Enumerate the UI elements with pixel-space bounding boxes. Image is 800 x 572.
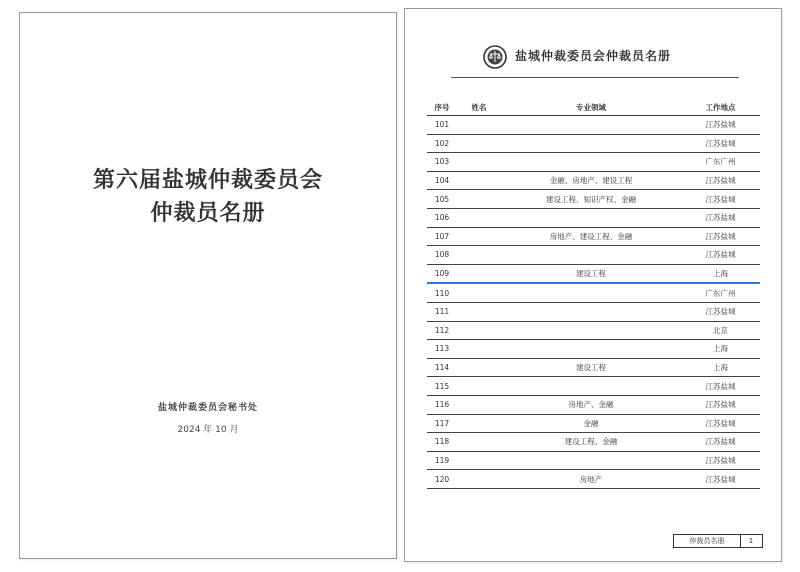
cell-number: 106	[427, 208, 457, 227]
table-row	[427, 190, 760, 209]
table-row	[427, 153, 760, 172]
cell-name	[457, 134, 501, 153]
cell-specialty	[501, 208, 681, 227]
cell-number: 117	[427, 414, 457, 433]
table-row	[427, 208, 760, 227]
cell-name	[457, 208, 501, 227]
cell-name	[457, 451, 501, 470]
cell-location: 江苏盐城	[681, 246, 760, 265]
page-number: 1	[748, 537, 754, 545]
table-row	[427, 377, 760, 396]
cell-specialty: 建设工程	[501, 264, 681, 283]
cell-specialty	[501, 153, 681, 172]
cell-specialty	[501, 283, 681, 302]
table-row	[427, 395, 760, 414]
page-footer	[673, 534, 763, 548]
cell-specialty: 金融	[501, 414, 681, 433]
header-number: 序号	[427, 99, 457, 116]
cell-location: 广东广州	[681, 153, 760, 172]
cell-number: 119	[427, 451, 457, 470]
cell-location: 江苏盐城	[681, 451, 760, 470]
cell-name	[457, 116, 501, 135]
cell-name	[457, 153, 501, 172]
table-row	[427, 264, 760, 283]
cell-location: 江苏盐城	[681, 171, 760, 190]
cell-location: 北京	[681, 321, 760, 340]
cell-number: 114	[427, 358, 457, 377]
cell-location: 江苏盐城	[681, 414, 760, 433]
header-name: 姓名	[457, 99, 501, 116]
cell-location: 上海	[681, 264, 760, 283]
header-specialty: 专业领域	[501, 99, 681, 116]
arbitration-emblem-icon	[483, 45, 507, 69]
arbitrator-table	[427, 99, 760, 489]
table-row	[427, 116, 760, 135]
cell-specialty: 房地产、金融	[501, 395, 681, 414]
cell-number: 102	[427, 134, 457, 153]
cell-number: 111	[427, 302, 457, 321]
cell-location: 上海	[681, 358, 760, 377]
table-row	[427, 358, 760, 377]
cover-page	[19, 12, 397, 559]
cell-specialty	[501, 451, 681, 470]
table-row	[427, 451, 760, 470]
cell-specialty: 房地产	[501, 470, 681, 489]
cell-location: 广东广州	[681, 283, 760, 302]
cell-name	[457, 433, 501, 452]
cell-specialty	[501, 321, 681, 340]
cell-location: 江苏盐城	[681, 208, 760, 227]
cell-specialty	[501, 116, 681, 135]
cell-specialty	[501, 340, 681, 359]
table-row	[427, 321, 760, 340]
table-row	[427, 302, 760, 321]
header-location: 工作地点	[681, 99, 760, 116]
cell-location: 江苏盐城	[681, 302, 760, 321]
cell-name	[457, 414, 501, 433]
cell-specialty	[501, 134, 681, 153]
cell-number: 112	[427, 321, 457, 340]
cell-specialty: 房地产、建设工程、金融	[501, 227, 681, 246]
cell-name	[457, 470, 501, 489]
table-body	[427, 116, 760, 489]
cell-specialty	[501, 377, 681, 396]
cell-location: 江苏盐城	[681, 470, 760, 489]
table-row	[427, 414, 760, 433]
table-row	[427, 470, 760, 489]
cell-number: 118	[427, 433, 457, 452]
cover-title-line-1: 第六届盐城仲裁委员会	[92, 168, 323, 193]
cover-title-line-2: 仲裁员名册	[150, 201, 266, 226]
cell-specialty: 建设工程	[501, 358, 681, 377]
cell-number: 110	[427, 283, 457, 302]
cell-number: 108	[427, 246, 457, 265]
cell-number: 103	[427, 153, 457, 172]
cell-location: 江苏盐城	[681, 395, 760, 414]
cell-name	[457, 302, 501, 321]
cell-number: 116	[427, 395, 457, 414]
cell-location: 江苏盐城	[681, 116, 760, 135]
cell-number: 120	[427, 470, 457, 489]
cell-number: 113	[427, 340, 457, 359]
cell-name	[457, 283, 501, 302]
table-row	[427, 283, 760, 302]
cell-name	[457, 190, 501, 209]
cell-name	[457, 171, 501, 190]
cell-number: 107	[427, 227, 457, 246]
cell-location: 江苏盐城	[681, 134, 760, 153]
cell-specialty: 金融、房地产、建设工程	[501, 171, 681, 190]
cell-name	[457, 321, 501, 340]
cell-name	[457, 377, 501, 396]
table-row	[427, 171, 760, 190]
cell-specialty: 建设工程、知识产权、金融	[501, 190, 681, 209]
cell-name	[457, 264, 501, 283]
cell-name	[457, 358, 501, 377]
cell-location: 江苏盐城	[681, 227, 760, 246]
cell-specialty: 建设工程、金融	[501, 433, 681, 452]
cell-name	[457, 395, 501, 414]
cell-location: 江苏盐城	[681, 190, 760, 209]
cell-number: 105	[427, 190, 457, 209]
table-row	[427, 433, 760, 452]
cell-number: 101	[427, 116, 457, 135]
title-divider	[451, 77, 739, 78]
footer-label: 仲裁员名册	[674, 535, 741, 547]
table-header-row	[427, 99, 760, 116]
cell-specialty	[501, 246, 681, 265]
table-row	[427, 227, 760, 246]
roster-page	[404, 8, 782, 562]
cell-number: 104	[427, 171, 457, 190]
cell-location: 江苏盐城	[681, 433, 760, 452]
cell-specialty	[501, 302, 681, 321]
cover-issuer: 盐城仲裁委员会秘书处	[157, 403, 258, 413]
cell-number: 109	[427, 264, 457, 283]
cover-date: 2024 年 10 月	[177, 425, 239, 435]
roster-title: 盐城仲裁委员会仲裁员名册	[515, 49, 672, 63]
cell-name	[457, 227, 501, 246]
cell-name	[457, 340, 501, 359]
cell-location: 江苏盐城	[681, 377, 760, 396]
cell-name	[457, 246, 501, 265]
cell-location: 上海	[681, 340, 760, 359]
cell-number: 115	[427, 377, 457, 396]
table-row	[427, 134, 760, 153]
table-row	[427, 340, 760, 359]
table-row	[427, 246, 760, 265]
